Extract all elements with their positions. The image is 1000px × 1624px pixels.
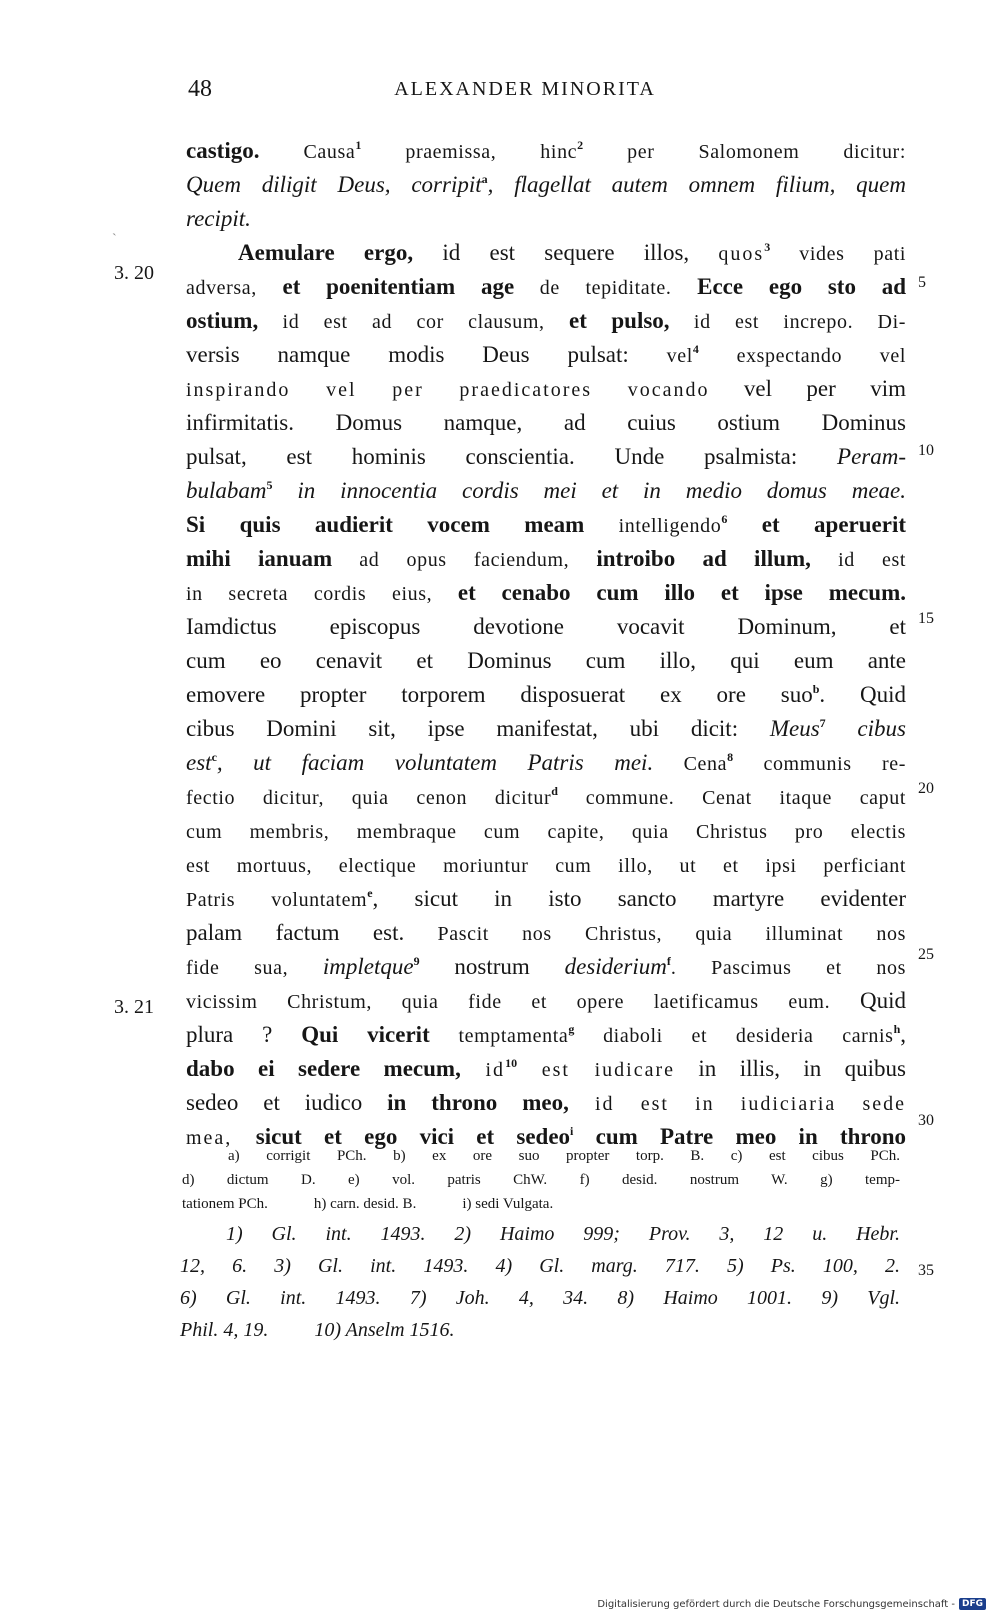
text-line: Patris voluntatem$^e$, sicut in isto sancto martyre evidenter bbox=[186, 886, 906, 911]
text-line: cum eo cenavit et Dominus cum illo, qui eum ante bbox=[186, 648, 906, 673]
source-footnotes bbox=[180, 1218, 900, 1346]
text-line: sedeo et iudico in throno meo, id est in iudiciaria sede bbox=[186, 1090, 906, 1115]
text-line: Iamdictus episcopus devotione vocavit Dominum, et bbox=[186, 614, 906, 639]
source-note: 12, 6. bbox=[180, 1255, 248, 1277]
text-line: fectio dicitur, quia cenon dicitur$^d$ commune. Cenat itaque caput bbox=[186, 784, 907, 809]
source-note: 10) Anselm 1516. bbox=[314, 1319, 455, 1341]
source-line bbox=[180, 1314, 900, 1346]
apparatus-note: g) temp- bbox=[820, 1172, 901, 1188]
source-line bbox=[180, 1282, 900, 1314]
source-line bbox=[180, 1218, 900, 1250]
text-line: Quem diligit Deus, corripit$^a$, flagellat autem omnem filium, quem bbox=[186, 172, 906, 197]
source-note: 8) Haimo 1001. bbox=[617, 1287, 793, 1309]
line-number: 30 bbox=[918, 1112, 934, 1129]
text-line: plura ? Qui vicerit temptamenta$^g$ diaboli et desideria carnis$^h$, bbox=[186, 1022, 907, 1047]
margin-ref-3-20: 3. 20 bbox=[114, 262, 154, 284]
text-line: est$^c$, ut faciam voluntatem Patris mei. Cena$^8$ communis re- bbox=[186, 750, 906, 775]
text-line: recipit. bbox=[186, 206, 251, 231]
text-line: mea, sicut et ego vici et sedeo$^i$ cum Patre meo in throno bbox=[186, 1124, 906, 1149]
text-line: emovere propter torporem disposuerat ex ore suo$^b$. Quid bbox=[186, 682, 907, 707]
apparatus-line bbox=[182, 1192, 900, 1216]
text-line: dabo ei sedere mecum, $id^{10}$ est iudicare in illis, in quibus bbox=[186, 1056, 907, 1081]
text-line: versis namque modis Deus pulsat: vel$^4$ exspectando vel bbox=[186, 342, 906, 367]
text-line: pulsat, est hominis conscientia. Unde psalmista: Peram- bbox=[186, 444, 906, 469]
source-note: 1) Gl. int. 1493. bbox=[226, 1223, 426, 1245]
apparatus-note: i) sedi Vulgata. bbox=[462, 1196, 554, 1212]
line-number: 35 bbox=[918, 1262, 934, 1279]
line-number: 25 bbox=[918, 946, 934, 963]
apparatus-line bbox=[182, 1144, 900, 1168]
source-line bbox=[180, 1250, 900, 1282]
apparatus-note: a) corrigit PCh. bbox=[228, 1148, 367, 1164]
apparatus-note: e) vol. patris ChW. bbox=[348, 1172, 548, 1188]
text-line: palam factum est. Pascit nos Christus, quia illuminat nos bbox=[186, 920, 907, 945]
apparatus-footnotes bbox=[182, 1144, 900, 1216]
apparatus-note: tationem PCh. bbox=[182, 1196, 268, 1212]
text-line: vicissim Christum, quia fide et opere laetificamus eum. Quid bbox=[186, 988, 906, 1013]
text-line: castigo. Causa$^1$ praemissa, hinc$^2$ per Salomonem dicitur: bbox=[186, 138, 906, 163]
line-number: 10 bbox=[918, 442, 934, 459]
text-line: mihi ianuam ad opus faciendum, introibo ad illum, id est bbox=[186, 546, 906, 571]
apparatus-note: b) ex ore suo propter torp. B. bbox=[393, 1148, 705, 1164]
apparatus-note: h) carn. desid. B. bbox=[313, 1196, 417, 1212]
source-note: 5) Ps. 100, 2. bbox=[727, 1255, 900, 1277]
text-line: adversa, et poenitentiam age de tepiditate. Ecce ego sto ad bbox=[186, 274, 906, 299]
margin-ref-3-21: 3. 21 bbox=[114, 996, 154, 1018]
line-number: 15 bbox=[918, 610, 934, 627]
footer-text: Digitalisierung gefördert durch die Deutsche Forschungsgemeinschaft - bbox=[597, 1598, 955, 1610]
apparatus-line bbox=[182, 1168, 900, 1192]
text-line: cibus Domini sit, ipse manifestat, ubi dicit: Meus$^7$ cibus bbox=[186, 716, 906, 741]
text-line: Aemulare ergo, id est sequere illos, quos$^3$ vides pati bbox=[238, 240, 907, 265]
main-text bbox=[186, 134, 906, 1154]
source-note: 3) Gl. int. 1493. bbox=[274, 1255, 469, 1277]
text-line: cum membris, membraque cum capite, quia Christus pro electis bbox=[186, 821, 906, 843]
digitization-footer bbox=[597, 1598, 986, 1610]
source-note: 7) Joh. 4, 34. bbox=[409, 1287, 589, 1309]
source-note: Phil. 4, 19. bbox=[180, 1319, 269, 1341]
apparatus-note: c) est cibus PCh. bbox=[730, 1148, 901, 1164]
source-note: 2) Haimo 999; Prov. 3, 12 u. Hebr. bbox=[454, 1223, 900, 1245]
line-number: 20 bbox=[918, 780, 934, 797]
running-title: ALEXANDER MINORITA bbox=[394, 78, 656, 100]
text-line: ostium, id est ad cor clausum, et pulso, id est increpo. Di- bbox=[186, 308, 907, 333]
source-note: 9) Vgl. bbox=[821, 1287, 901, 1309]
line-number: 5 bbox=[918, 274, 926, 291]
text-line: Si quis audierit vocem meam intelligendo$^6$ et aperuerit bbox=[186, 512, 906, 537]
text-line: bulabam$^5$ in innocentia cordis mei et in medio domus meae. bbox=[186, 478, 906, 503]
text-line: est mortuus, electique moriuntur cum illo, ut et ipsi perficiant bbox=[186, 855, 906, 877]
text-line: fide sua, impletque$^9$ nostrum desiderium$^f$. Pascimus et nos bbox=[186, 954, 906, 979]
source-note: 4) Gl. marg. 717. bbox=[495, 1255, 700, 1277]
page-number: 48 bbox=[188, 76, 212, 102]
text-line: inspirando vel per praedicatores vocando vel per vim bbox=[186, 376, 906, 401]
apparatus-note: d) dictum D. bbox=[182, 1172, 316, 1188]
text-line: in secreta cordis eius, et cenabo cum illo et ipse mecum. bbox=[186, 580, 906, 605]
text-line: infirmitatis. Domus namque, ad cuius ostium Dominus bbox=[186, 410, 906, 435]
source-note: 6) Gl. int. 1493. bbox=[180, 1287, 381, 1309]
margin-mark: ˋ bbox=[112, 232, 117, 247]
apparatus-note: f) desid. nostrum W. bbox=[579, 1172, 788, 1188]
dfg-logo: DFG bbox=[959, 1598, 986, 1610]
